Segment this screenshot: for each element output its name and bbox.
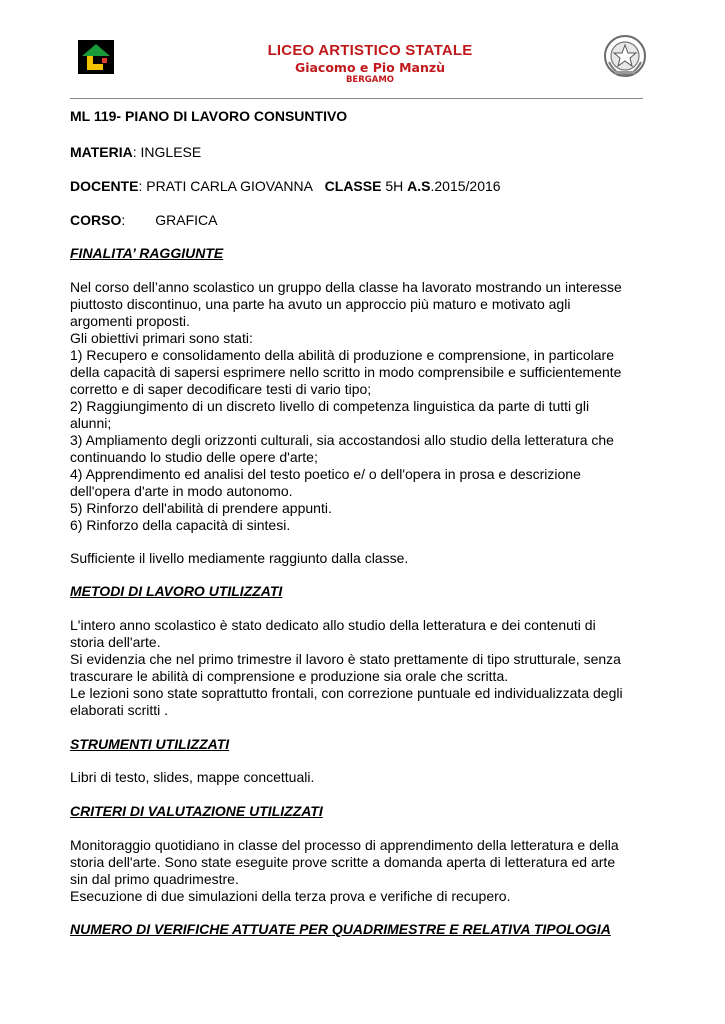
text-line: L'intero anno scolastico è stato dedicato allo studio della letteratura e dei contenuti di bbox=[70, 617, 596, 633]
text-line: alunni; bbox=[70, 415, 112, 431]
text-line: Libri di testo, slides, mappe concettuali. bbox=[70, 769, 315, 785]
corso-field: CORSO: GRAFICA bbox=[70, 212, 218, 228]
as-label: A.S bbox=[407, 178, 431, 194]
document-body bbox=[70, 108, 650, 938]
corso-value: GRAFICA bbox=[155, 212, 218, 228]
finalita-conclusion: Sufficiente il livello mediamente raggiunto dalla classe. bbox=[70, 550, 409, 566]
text-line: storia dell'arte. Sono state eseguite prove scritte a domanda aperta di letteratura ed arte bbox=[70, 854, 616, 870]
docente-value: : PRATI CARLA GIOVANNA bbox=[138, 178, 313, 194]
text-line: trascurare le abilità di comprensione e produzione sia orale che scritta. bbox=[70, 668, 509, 684]
school-logo-icon bbox=[78, 40, 114, 74]
as-value: .2015/2016 bbox=[430, 178, 501, 194]
text-line: Monitoraggio quotidiano in classe del processo di apprendimento della letteratura e della bbox=[70, 837, 619, 853]
metodi-text bbox=[70, 617, 650, 719]
school-name: LICEO ARTISTICO STATALE bbox=[267, 42, 473, 59]
classe-label: CLASSE bbox=[324, 178, 382, 194]
section-heading-finalita: FINALITA’ RAGGIUNTE bbox=[70, 245, 224, 261]
text-line: corretto e di saper decodificare testi di vario tipo; bbox=[70, 381, 372, 397]
header-divider bbox=[70, 98, 643, 99]
text-line: dell'opera d'arte in modo autonomo. bbox=[70, 483, 293, 499]
text-line: Gli obiettivi primari sono stati: bbox=[70, 330, 253, 346]
text-line: 3) Ampliamento degli orizzonti culturali, sia accostandosi allo studio della letteratura che bbox=[70, 432, 614, 448]
materia-value: : INGLESE bbox=[132, 144, 202, 160]
finalita-text bbox=[70, 279, 650, 534]
section-heading-metodi: METODI DI LAVORO UTILIZZATI bbox=[70, 583, 283, 599]
section-heading-strumenti: STRUMENTI UTILIZZATI bbox=[70, 736, 230, 752]
text-line: piuttosto discontinuo, una parte ha avuto un approccio più maturo e motivato agli bbox=[70, 296, 571, 312]
text-line: della capacità di sapersi esprimere nello scritto in modo comprensibile e sufficientemente bbox=[70, 364, 622, 380]
section-heading-numero: NUMERO DI VERIFICHE ATTUATE PER QUADRIMESTRE E RELATIVA TIPOLOGIA bbox=[70, 921, 611, 937]
text-line: 1) Recupero e consolidamento della abilità di produzione e comprensione, in particolare bbox=[70, 347, 614, 363]
strumenti-text bbox=[70, 769, 650, 786]
text-line: argomenti proposti. bbox=[70, 313, 190, 329]
school-subtitle: Giacomo e Pio Manzù bbox=[294, 60, 446, 75]
text-line: sin dal primo quadrimestre. bbox=[70, 871, 239, 887]
text-line: 4) Apprendimento ed analisi del testo poetico e/ o dell'opera in prosa e descrizione bbox=[70, 466, 581, 482]
document-title: ML 119- PIANO DI LAVORO CONSUNTIVO bbox=[70, 108, 348, 124]
classe-value: 5H bbox=[381, 178, 408, 194]
text-line: continuando lo studio delle opere d'arte; bbox=[70, 449, 318, 465]
docente-field bbox=[70, 178, 650, 195]
republic-emblem-icon bbox=[603, 34, 647, 78]
text-line: Nel corso dell’anno scolastico un gruppo della classe ha lavorato mostrando un interesse bbox=[70, 279, 622, 295]
text-line: elaborati scritti . bbox=[70, 702, 169, 718]
text-line: Le lezioni sono state soprattutto frontali, con correzione puntuale ed individualizzata degli bbox=[70, 685, 623, 701]
text-line: storia dell'arte. bbox=[70, 634, 161, 650]
criteri-text bbox=[70, 837, 650, 905]
docente-label: DOCENTE bbox=[70, 178, 139, 194]
text-line: 5) Rinforzo dell'abilità di prendere appunti. bbox=[70, 500, 332, 516]
text-line: 2) Raggiungimento di un discreto livello di competenza linguistica da parte di tutti gli bbox=[70, 398, 590, 414]
materia-field bbox=[70, 144, 650, 161]
school-header bbox=[200, 42, 540, 86]
section-heading-criteri: CRITERI DI VALUTAZIONE UTILIZZATI bbox=[70, 803, 323, 819]
text-line: 6) Rinforzo della capacità di sintesi. bbox=[70, 517, 291, 533]
materia-label: MATERIA bbox=[70, 144, 133, 160]
text-line: Si evidenzia che nel primo trimestre il lavoro è stato prettamente di tipo strutturale, senza bbox=[70, 651, 621, 667]
school-city: BERGAMO bbox=[345, 75, 395, 85]
text-line: Esecuzione di due simulazioni della terza prova e verifiche di recupero. bbox=[70, 888, 511, 904]
corso-label: CORSO bbox=[70, 212, 122, 228]
